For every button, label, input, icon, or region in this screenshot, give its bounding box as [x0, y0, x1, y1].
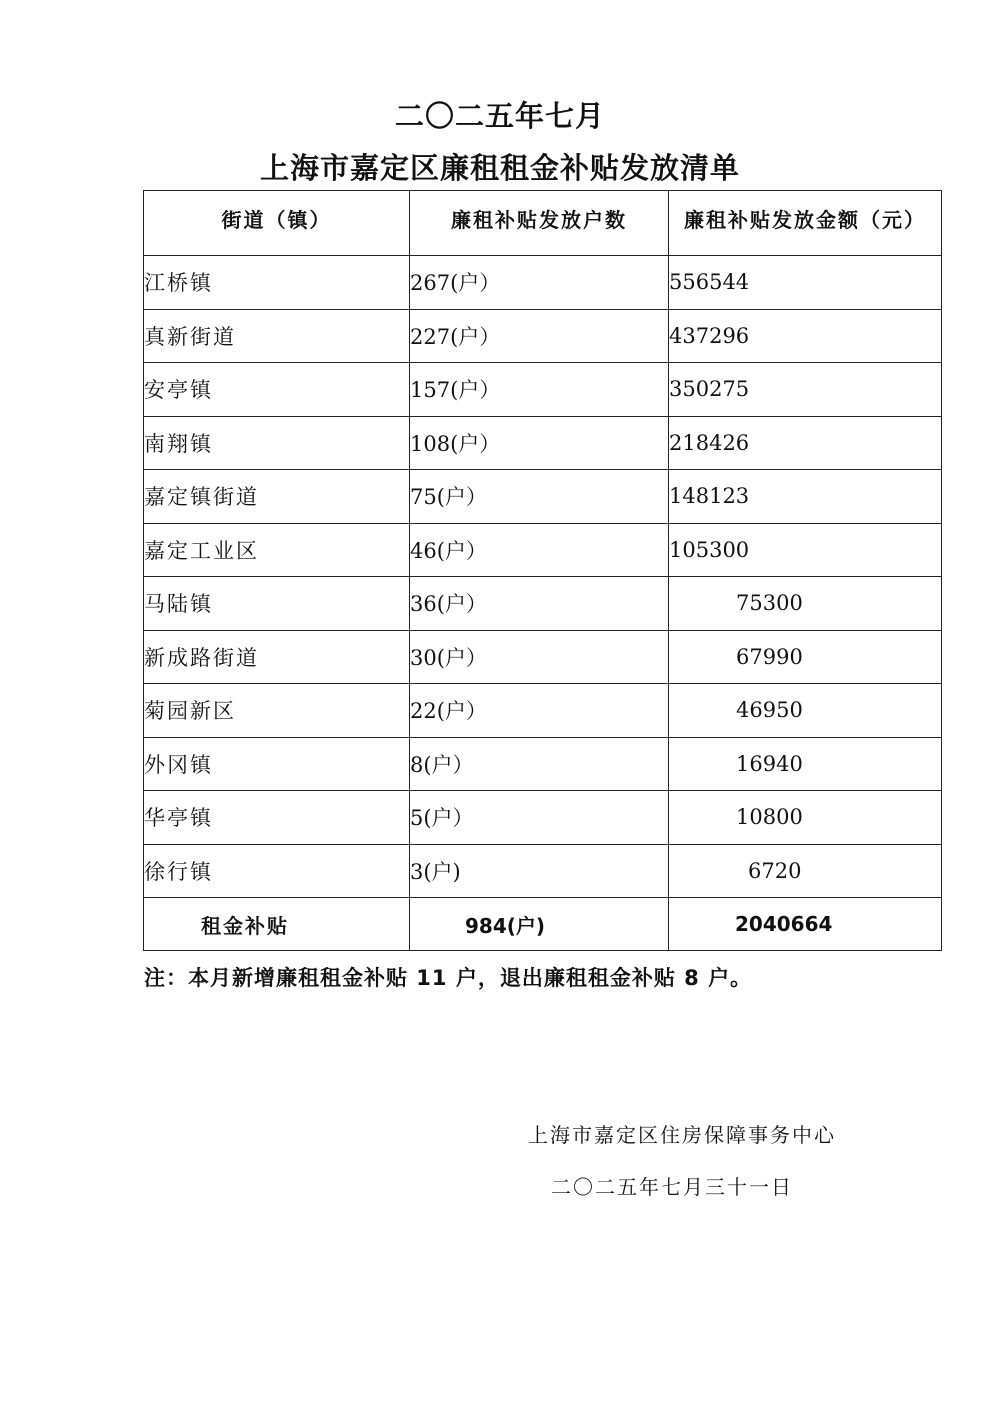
cell-street: 外冈镇: [144, 737, 410, 791]
total-households: 984(户): [410, 898, 669, 951]
header-households: 廉租补贴发放户数: [410, 191, 669, 256]
cell-households: 46(户）: [410, 523, 669, 577]
subsidy-table: [143, 190, 942, 951]
issuer-name: 上海市嘉定区住房保障事务中心: [528, 1123, 836, 1147]
cell-amount: 46950: [669, 684, 942, 738]
cell-households: 227(户）: [410, 309, 669, 363]
cell-households: 108(户）: [410, 416, 669, 470]
table-row: [144, 577, 942, 631]
cell-street: 江桥镇: [144, 256, 410, 310]
cell-amount: 556544: [669, 256, 942, 310]
cell-households: 267(户）: [410, 256, 669, 310]
cell-street: 安亭镇: [144, 363, 410, 417]
cell-street: 马陆镇: [144, 577, 410, 631]
cell-households: 75(户）: [410, 470, 669, 524]
table-row: [144, 523, 942, 577]
cell-households: 8(户）: [410, 737, 669, 791]
document-title: 上海市嘉定区廉租租金补贴发放清单: [259, 151, 740, 185]
footnote: 注：本月新增廉租租金补贴 11 户，退出廉租租金补贴 8 户。: [144, 966, 753, 990]
cell-amount: 105300: [669, 523, 942, 577]
document-title-date: 二〇二五年七月: [394, 99, 605, 133]
table-row: [144, 256, 942, 310]
table-row: [144, 309, 942, 363]
cell-amount: 148123: [669, 470, 942, 524]
cell-households: 30(户）: [410, 630, 669, 684]
table-total-row: [144, 898, 942, 951]
table-row: [144, 470, 942, 524]
cell-amount: 437296: [669, 309, 942, 363]
cell-street: 南翔镇: [144, 416, 410, 470]
table-row: [144, 684, 942, 738]
table-row: [144, 844, 942, 898]
table-row: [144, 363, 942, 417]
cell-street: 华亭镇: [144, 791, 410, 845]
cell-street: 真新街道: [144, 309, 410, 363]
cell-street: 嘉定工业区: [144, 523, 410, 577]
table-row: [144, 416, 942, 470]
cell-households: 157(户）: [410, 363, 669, 417]
cell-households: 5(户）: [410, 791, 669, 845]
cell-amount: 75300: [669, 577, 942, 631]
cell-street: 菊园新区: [144, 684, 410, 738]
cell-amount: 16940: [669, 737, 942, 791]
total-label: 租金补贴: [144, 898, 410, 951]
cell-households: 22(户）: [410, 684, 669, 738]
cell-street: 新成路街道: [144, 630, 410, 684]
cell-amount: 350275: [669, 363, 942, 417]
header-street: 街道（镇）: [144, 191, 410, 256]
table-row: [144, 737, 942, 791]
table-header-row: [144, 191, 942, 256]
cell-amount: 6720: [669, 844, 942, 898]
cell-street: 嘉定镇街道: [144, 470, 410, 524]
issue-date: 二〇二五年七月三十一日: [551, 1175, 793, 1199]
cell-amount: 67990: [669, 630, 942, 684]
table-row: [144, 630, 942, 684]
cell-amount: 218426: [669, 416, 942, 470]
header-amount: 廉租补贴发放金额（元）: [669, 191, 942, 256]
table-row: [144, 791, 942, 845]
total-amount: 2040664: [669, 898, 942, 951]
cell-amount: 10800: [669, 791, 942, 845]
cell-street: 徐行镇: [144, 844, 410, 898]
cell-households: 3(户): [410, 844, 669, 898]
cell-households: 36(户）: [410, 577, 669, 631]
